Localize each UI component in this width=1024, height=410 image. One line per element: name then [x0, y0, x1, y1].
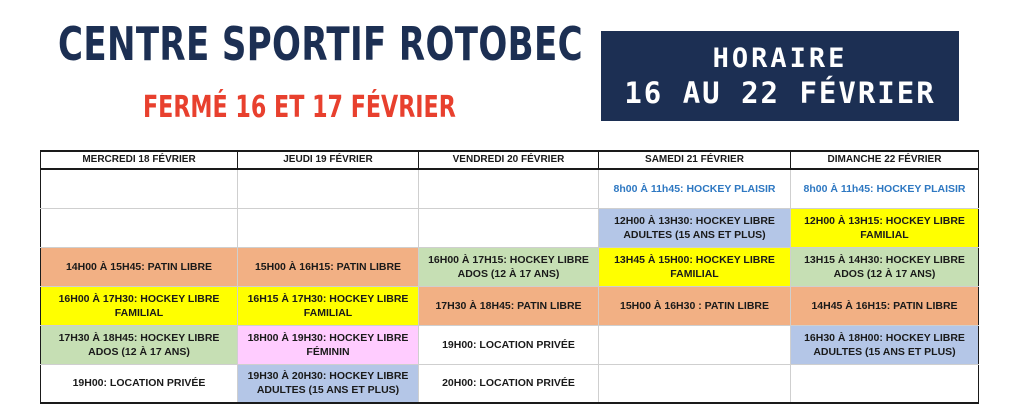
schedule-cell: 18H00 À 19H30: HOCKEY LIBRE FÉMININ — [238, 325, 419, 364]
schedule-cell: 15H00 À 16H30 : PATIN LIBRE — [599, 286, 791, 325]
schedule-cell: 8h00 À 11h45: HOCKEY PLAISIR — [791, 169, 979, 208]
schedule-cell: 13H45 À 15H00: HOCKEY LIBRE FAMILIAL — [599, 247, 791, 286]
day-header: JEUDI 19 FÉVRIER — [238, 151, 419, 169]
schedule-table — [40, 150, 979, 404]
schedule-cell: 12H00 À 13H15: HOCKEY LIBRE FAMILIAL — [791, 208, 979, 247]
schedule-cell: 8h00 À 11h45: HOCKEY PLAISIR — [599, 169, 791, 208]
schedule-banner — [601, 31, 959, 121]
table-row — [41, 208, 979, 247]
page-title: CENTRE SPORTIF ROTOBEC — [58, 17, 583, 71]
schedule-cell: 19H30 À 20H30: HOCKEY LIBRE ADULTES (15 ANS ET PLUS) — [238, 364, 419, 403]
banner-title: HORAIRE — [712, 43, 848, 74]
schedule-cell: 15H00 À 16H15: PATIN LIBRE — [238, 247, 419, 286]
schedule-cell: 16H15 À 17H30: HOCKEY LIBRE FAMILIAL — [238, 286, 419, 325]
schedule-cell — [599, 325, 791, 364]
schedule-cell: 19H00: LOCATION PRIVÉE — [419, 325, 599, 364]
schedule-cell: 14H00 À 15H45: PATIN LIBRE — [41, 247, 238, 286]
schedule-cell: 19H00: LOCATION PRIVÉE — [41, 364, 238, 403]
schedule-cell — [238, 208, 419, 247]
schedule-cell: 16H00 À 17H30: HOCKEY LIBRE FAMILIAL — [41, 286, 238, 325]
schedule-cell — [41, 169, 238, 208]
schedule-cell: 17H30 À 18H45: PATIN LIBRE — [419, 286, 599, 325]
schedule-cell: 12H00 À 13H30: HOCKEY LIBRE ADULTES (15 ANS ET PLUS) — [599, 208, 791, 247]
table-row — [41, 169, 979, 208]
day-header: VENDREDI 20 FÉVRIER — [419, 151, 599, 169]
schedule-header-row — [41, 151, 979, 169]
table-row — [41, 364, 979, 403]
schedule-cell: 13H15 À 14H30: HOCKEY LIBRE ADOS (12 À 17 ANS) — [791, 247, 979, 286]
table-row — [41, 325, 979, 364]
closure-notice: FERMÉ 16 ET 17 FÉVRIER — [143, 90, 456, 125]
schedule-cell — [791, 364, 979, 403]
schedule-cell — [419, 208, 599, 247]
banner-date-range: 16 AU 22 FÉVRIER — [624, 76, 936, 110]
table-row — [41, 286, 979, 325]
schedule-cell: 16H00 À 17H15: HOCKEY LIBRE ADOS (12 À 17 ANS) — [419, 247, 599, 286]
day-header: MERCREDI 18 FÉVRIER — [41, 151, 238, 169]
day-header: SAMEDI 21 FÉVRIER — [599, 151, 791, 169]
schedule-cell: 16H30 À 18H00: HOCKEY LIBRE ADULTES (15 ANS ET PLUS) — [791, 325, 979, 364]
schedule-cell — [41, 208, 238, 247]
schedule-cell: 14H45 À 16H15: PATIN LIBRE — [791, 286, 979, 325]
schedule-cell: 20H00: LOCATION PRIVÉE — [419, 364, 599, 403]
schedule-cell — [238, 169, 419, 208]
schedule-cell — [599, 364, 791, 403]
table-row — [41, 247, 979, 286]
schedule-cell — [419, 169, 599, 208]
day-header: DIMANCHE 22 FÉVRIER — [791, 151, 979, 169]
schedule-cell: 17H30 À 18H45: HOCKEY LIBRE ADOS (12 À 17 ANS) — [41, 325, 238, 364]
